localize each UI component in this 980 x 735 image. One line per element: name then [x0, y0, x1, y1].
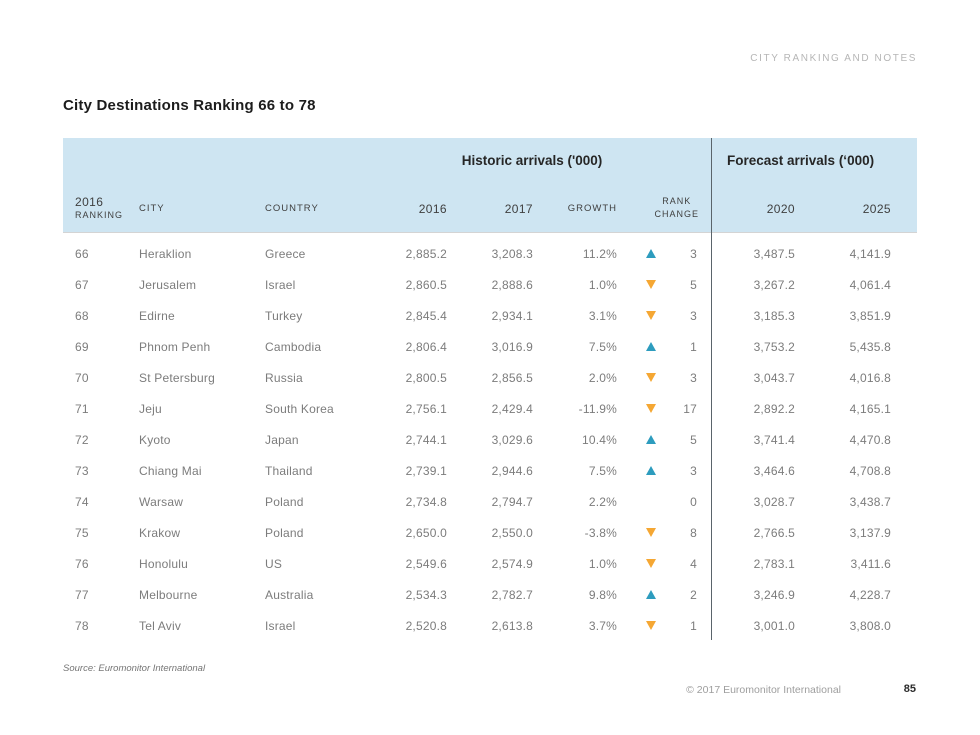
cell-ranking: 73 — [75, 463, 89, 478]
cell-forecast-2020: 3,464.6 — [753, 463, 795, 478]
cell-arrivals-2016: 2,744.1 — [405, 432, 447, 447]
cell-city: St Petersburg — [139, 370, 215, 385]
cell-arrivals-2016: 2,549.6 — [405, 556, 447, 571]
table-row — [63, 486, 917, 517]
cell-arrivals-2017: 2,782.7 — [491, 587, 533, 602]
cell-arrivals-2016: 2,806.4 — [405, 339, 447, 354]
cell-ranking: 78 — [75, 618, 89, 633]
cell-city: Warsaw — [139, 494, 184, 509]
cell-arrivals-2017: 3,029.6 — [491, 432, 533, 447]
cell-country: Poland — [265, 525, 304, 540]
cell-forecast-2025: 4,470.8 — [849, 432, 891, 447]
cell-growth: 3.1% — [588, 308, 617, 323]
cell-country: Greece — [265, 246, 306, 261]
cell-rank-change-direction — [619, 435, 683, 444]
rank-up-icon — [646, 342, 656, 351]
col-header-2020: 2020 — [766, 201, 795, 216]
cell-rank-change-direction — [619, 590, 683, 599]
cell-country: South Korea — [265, 401, 334, 416]
cell-forecast-2025: 3,808.0 — [849, 618, 891, 633]
cell-growth: 11.2% — [582, 246, 617, 261]
cell-city: Honolulu — [139, 556, 188, 571]
col-header-growth: GROWTH — [567, 203, 617, 214]
cell-growth: 1.0% — [588, 556, 617, 571]
cell-rank-change-direction — [619, 342, 683, 351]
cell-city: Jerusalem — [139, 277, 197, 292]
cell-city: Edirne — [139, 308, 175, 323]
cell-city: Chiang Mai — [139, 463, 202, 478]
table-group-header-row — [63, 138, 917, 185]
cell-country: Australia — [265, 587, 314, 602]
rank-up-icon — [646, 466, 656, 475]
cell-forecast-2025: 3,137.9 — [849, 525, 891, 540]
cell-country: Cambodia — [265, 339, 322, 354]
cell-arrivals-2016: 2,845.4 — [405, 308, 447, 323]
cell-growth: 2.0% — [588, 370, 617, 385]
historic-forecast-divider — [711, 138, 712, 640]
cell-rank-change-value: 1 — [690, 618, 697, 633]
cell-arrivals-2017: 2,944.6 — [491, 463, 533, 478]
cell-growth: 3.7% — [588, 618, 617, 633]
cell-arrivals-2017: 3,016.9 — [491, 339, 533, 354]
cell-forecast-2025: 4,228.7 — [849, 587, 891, 602]
rank-down-icon — [646, 311, 656, 320]
table-row — [63, 579, 917, 610]
cell-ranking: 70 — [75, 370, 89, 385]
cell-arrivals-2017: 3,208.3 — [491, 246, 533, 261]
col-header-rank-line1: RANK — [662, 195, 692, 206]
report-section-label: CITY RANKING AND NOTES — [750, 53, 917, 64]
cell-forecast-2020: 3,043.7 — [753, 370, 795, 385]
cell-forecast-2025: 3,851.9 — [849, 308, 891, 323]
cell-forecast-2020: 3,741.4 — [753, 432, 795, 447]
cell-forecast-2025: 4,708.8 — [849, 463, 891, 478]
forecast-arrivals-group-header: Forecast arrivals (‘000) — [727, 153, 875, 168]
cell-ranking: 69 — [75, 339, 89, 354]
cell-ranking: 67 — [75, 277, 89, 292]
table-row — [63, 424, 917, 455]
cell-rank-change-direction — [619, 404, 683, 413]
cell-forecast-2020: 2,766.5 — [753, 525, 795, 540]
cell-rank-change-value: 17 — [683, 401, 697, 416]
col-header-2017: 2017 — [504, 201, 533, 216]
copyright-text: © 2017 Euromonitor International — [686, 684, 841, 696]
cell-growth: 7.5% — [588, 339, 617, 354]
table-row — [63, 269, 917, 300]
table-header — [63, 138, 917, 233]
cell-arrivals-2017: 2,613.8 — [491, 618, 533, 633]
cell-forecast-2020: 3,246.9 — [753, 587, 795, 602]
cell-rank-change-direction — [619, 373, 683, 382]
cell-country: Israel — [265, 277, 296, 292]
cell-city: Jeju — [139, 401, 162, 416]
cell-arrivals-2017: 2,856.5 — [491, 370, 533, 385]
cell-forecast-2020: 3,028.7 — [753, 494, 795, 509]
col-header-ranking-year: 2016 — [75, 195, 104, 210]
cell-forecast-2025: 4,165.1 — [849, 401, 891, 416]
cell-rank-change-direction — [619, 528, 683, 537]
cell-city: Heraklion — [139, 246, 192, 261]
cell-arrivals-2017: 2,574.9 — [491, 556, 533, 571]
cell-growth: 2.2% — [588, 494, 617, 509]
page-number: 85 — [903, 683, 916, 695]
cell-city: Melbourne — [139, 587, 198, 602]
cell-growth: 1.0% — [588, 277, 617, 292]
historic-arrivals-group-header: Historic arrivals ('000) — [461, 153, 603, 168]
cell-ranking: 68 — [75, 308, 89, 323]
cell-ranking: 76 — [75, 556, 89, 571]
cell-rank-change-direction — [619, 249, 683, 258]
cell-ranking: 71 — [75, 401, 89, 416]
cell-forecast-2020: 3,267.2 — [753, 277, 795, 292]
cell-rank-change-value: 5 — [690, 432, 697, 447]
table-row — [63, 517, 917, 548]
col-header-city: CITY — [139, 203, 165, 214]
cell-growth: -3.8% — [584, 525, 617, 540]
table-row — [63, 362, 917, 393]
cell-city: Krakow — [139, 525, 181, 540]
source-note: Source: Euromonitor International — [63, 663, 206, 674]
cell-ranking: 75 — [75, 525, 89, 540]
cell-arrivals-2016: 2,800.5 — [405, 370, 447, 385]
col-header-country: COUNTRY — [265, 203, 319, 214]
rank-down-icon — [646, 621, 656, 630]
cell-rank-change-value: 2 — [690, 587, 697, 602]
cell-forecast-2020: 3,487.5 — [753, 246, 795, 261]
col-header-2025: 2025 — [862, 201, 891, 216]
cell-country: Poland — [265, 494, 304, 509]
cell-city: Tel Aviv — [139, 618, 182, 633]
table-row — [63, 610, 917, 641]
cell-arrivals-2016: 2,885.2 — [405, 246, 447, 261]
table-column-header-row — [63, 185, 917, 232]
cell-arrivals-2017: 2,429.4 — [491, 401, 533, 416]
table-row — [63, 393, 917, 424]
cell-city: Phnom Penh — [139, 339, 211, 354]
rank-up-icon — [646, 590, 656, 599]
cell-forecast-2025: 5,435.8 — [849, 339, 891, 354]
cell-ranking: 77 — [75, 587, 89, 602]
cell-arrivals-2016: 2,650.0 — [405, 525, 447, 540]
table-row — [63, 455, 917, 486]
cell-arrivals-2016: 2,734.8 — [405, 494, 447, 509]
cell-forecast-2020: 2,783.1 — [753, 556, 795, 571]
cell-forecast-2025: 4,016.8 — [849, 370, 891, 385]
cell-arrivals-2016: 2,860.5 — [405, 277, 447, 292]
cell-growth: -11.9% — [578, 401, 617, 416]
cell-arrivals-2017: 2,550.0 — [491, 525, 533, 540]
cell-growth: 10.4% — [581, 432, 617, 447]
col-header-2016-ranking — [63, 195, 139, 221]
cell-forecast-2020: 3,001.0 — [753, 618, 795, 633]
cell-rank-change-value: 5 — [690, 277, 697, 292]
rank-down-icon — [646, 373, 656, 382]
table-body — [63, 233, 917, 641]
cell-ranking: 72 — [75, 432, 89, 447]
cell-forecast-2025: 3,411.6 — [850, 556, 891, 571]
cell-rank-change-value: 8 — [690, 525, 697, 540]
cell-country: Russia — [265, 370, 303, 385]
cell-rank-change-direction — [619, 466, 683, 475]
cell-forecast-2025: 4,141.9 — [849, 246, 891, 261]
rank-up-icon — [646, 249, 656, 258]
cell-rank-change-value: 3 — [690, 463, 697, 478]
cell-arrivals-2017: 2,794.7 — [491, 494, 533, 509]
cell-forecast-2020: 3,185.3 — [753, 308, 795, 323]
cell-forecast-2025: 3,438.7 — [849, 494, 891, 509]
cell-forecast-2020: 3,753.2 — [753, 339, 795, 354]
cell-arrivals-2016: 2,739.1 — [405, 463, 447, 478]
cell-rank-change-direction — [619, 280, 683, 289]
cell-arrivals-2016: 2,534.3 — [405, 587, 447, 602]
cell-rank-change-value: 1 — [690, 339, 697, 354]
cell-arrivals-2017: 2,934.1 — [491, 308, 533, 323]
cell-country: Israel — [265, 618, 296, 633]
cell-forecast-2025: 4,061.4 — [849, 277, 891, 292]
cell-country: Turkey — [265, 308, 303, 323]
cell-rank-change-direction — [619, 311, 683, 320]
cell-forecast-2020: 2,892.2 — [753, 401, 795, 416]
cell-growth: 9.8% — [588, 587, 617, 602]
cell-ranking: 66 — [75, 246, 89, 261]
cell-ranking: 74 — [75, 494, 89, 509]
col-header-2016: 2016 — [418, 201, 447, 216]
cell-rank-change-value: 3 — [690, 370, 697, 385]
rank-down-icon — [646, 404, 656, 413]
cell-rank-change-direction — [619, 621, 683, 630]
cell-arrivals-2016: 2,520.8 — [405, 618, 447, 633]
cell-arrivals-2017: 2,888.6 — [491, 277, 533, 292]
col-header-rank-change — [619, 195, 699, 222]
col-header-ranking-label: RANKING — [75, 209, 124, 220]
col-header-rank-line2: CHANGE — [654, 209, 699, 220]
cell-rank-change-direction — [619, 559, 683, 568]
rank-down-icon — [646, 528, 656, 537]
rank-up-icon — [646, 435, 656, 444]
cell-rank-change-value: 3 — [690, 308, 697, 323]
cell-rank-change-value: 4 — [690, 556, 697, 571]
table-row — [63, 238, 917, 269]
table-row — [63, 548, 917, 579]
cell-rank-change-value: 0 — [690, 494, 697, 509]
table-row — [63, 331, 917, 362]
city-ranking-table — [63, 138, 917, 641]
page-title: City Destinations Ranking 66 to 78 — [63, 97, 316, 114]
cell-growth: 7.5% — [588, 463, 617, 478]
cell-country: US — [265, 556, 283, 571]
rank-down-icon — [646, 280, 656, 289]
cell-country: Japan — [265, 432, 299, 447]
cell-arrivals-2016: 2,756.1 — [405, 401, 447, 416]
table-row — [63, 300, 917, 331]
cell-rank-change-value: 3 — [690, 246, 697, 261]
cell-country: Thailand — [265, 463, 313, 478]
cell-city: Kyoto — [139, 432, 171, 447]
rank-down-icon — [646, 559, 656, 568]
